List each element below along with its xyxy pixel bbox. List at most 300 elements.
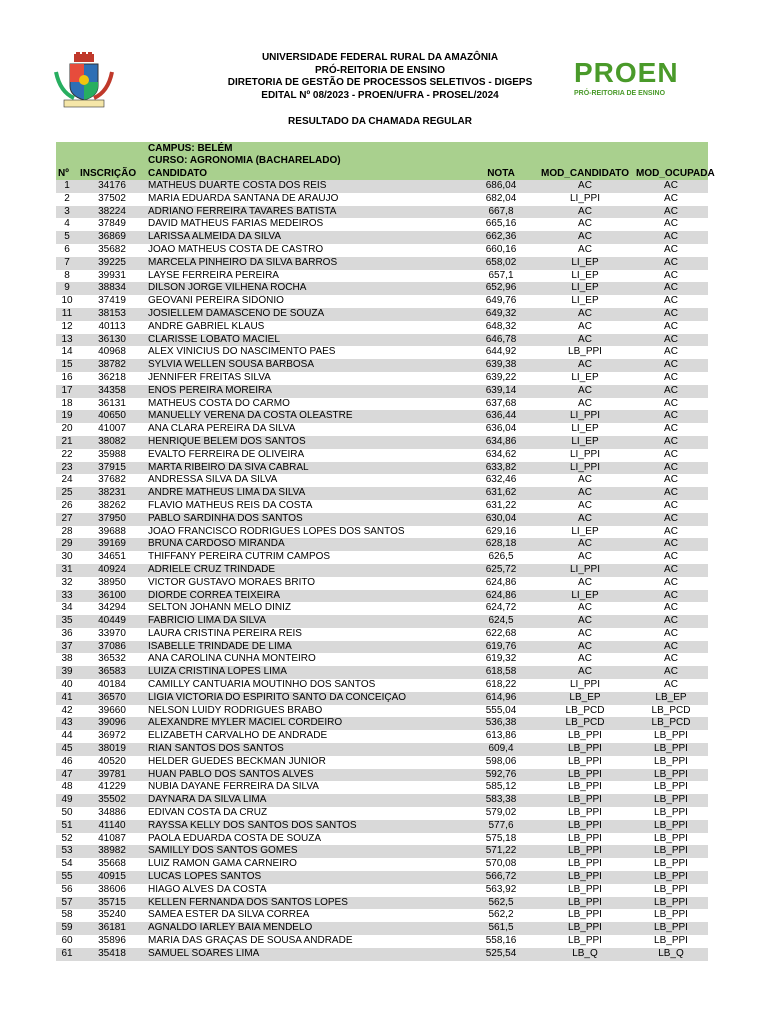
row-number: 34 — [61, 602, 73, 614]
row-mod-ocupada: LB_PCD — [634, 717, 708, 730]
row-mod-candidato: AC — [536, 641, 634, 654]
row-number: 61 — [56, 948, 78, 961]
row-mod-ocupada: AC — [664, 576, 678, 588]
row-candidato: DILSON JORGE VILHENA ROCHA — [146, 282, 466, 295]
row-mod-candidato: LI_EP — [571, 371, 599, 383]
row-mod-candidato: AC — [578, 653, 592, 665]
row-mod-candidato: LB_PPI — [568, 730, 602, 742]
row-mod-candidato: LB_PPI — [568, 832, 602, 844]
row-number: 5 — [56, 231, 78, 244]
row-nota: 571,22 — [466, 845, 536, 858]
row-nota: 634,62 — [485, 448, 517, 460]
table-row — [56, 372, 708, 385]
row-candidato: ENOS PEREIRA MOREIRA — [146, 385, 466, 398]
table-row — [56, 270, 708, 283]
row-mod-ocupada: AC — [634, 334, 708, 347]
row-mod-ocupada: LB_PPI — [634, 897, 708, 910]
row-inscricao: 35502 — [78, 794, 146, 807]
row-mod-candidato: AC — [536, 231, 634, 244]
row-inscricao: 38262 — [98, 499, 126, 511]
row-nota: 633,82 — [466, 462, 536, 475]
row-mod-candidato: LB_PPI — [536, 897, 634, 910]
row-mod-ocupada: AC — [634, 641, 708, 654]
row-mod-ocupada: AC — [634, 359, 708, 372]
row-mod-ocupada: AC — [664, 474, 678, 486]
row-mod-ocupada: LB_PPI — [654, 781, 688, 793]
row-candidato: DAVID MATHEUS FARIAS MEDEIROS — [148, 218, 324, 230]
table-row — [56, 602, 708, 615]
table-row — [56, 666, 708, 679]
row-candidato: ANDRESSA SILVA DA SILVA — [148, 474, 278, 486]
row-number: 13 — [56, 334, 78, 347]
row-nota: 649,76 — [485, 295, 517, 307]
row-mod-ocupada: LB_PPI — [654, 883, 688, 895]
row-mod-ocupada: LB_EP — [634, 692, 708, 705]
row-mod-candidato: AC — [536, 334, 634, 347]
row-candidato: ADRIANO FERREIRA TAVARES BATISTA — [146, 206, 466, 219]
row-number: 4 — [64, 218, 70, 230]
row-nota: 570,08 — [485, 858, 517, 870]
row-nota: 624,86 — [485, 576, 517, 588]
result-title: RESULTADO DA CHAMADA REGULAR — [288, 116, 472, 127]
row-candidato: SAMEA ESTER DA SILVA CORREA — [148, 909, 310, 921]
table-row — [56, 871, 708, 884]
row-candidato: NELSON LUIDY RODRIGUES BRABO — [148, 704, 323, 716]
row-nota: 619,76 — [466, 641, 536, 654]
row-nota: 637,68 — [485, 397, 517, 409]
row-mod-ocupada: AC — [634, 231, 708, 244]
row-nota: 631,22 — [485, 499, 517, 511]
row-inscricao: 39225 — [78, 257, 146, 270]
row-inscricao: 40915 — [78, 871, 146, 884]
row-inscricao: 36532 — [98, 653, 126, 665]
row-mod-ocupada: AC — [664, 346, 678, 358]
row-number: 40 — [61, 679, 73, 691]
row-number: 47 — [56, 769, 78, 782]
table-row — [56, 653, 708, 666]
row-nota: 652,96 — [466, 282, 536, 295]
row-mod-candidato: LI_EP — [536, 590, 634, 603]
table-row — [56, 909, 708, 922]
row-mod-candidato: LI_EP — [571, 423, 599, 435]
row-mod-candidato: AC — [536, 538, 634, 551]
table-row — [56, 449, 708, 462]
row-inscricao: 38606 — [98, 883, 126, 895]
row-mod-ocupada: AC — [664, 679, 678, 691]
table-row — [56, 756, 708, 769]
row-number: 46 — [61, 755, 73, 767]
table-row — [56, 231, 708, 244]
row-mod-candidato: LI_PPI — [569, 192, 601, 204]
table-row — [56, 615, 708, 628]
row-nota: 636,44 — [466, 410, 536, 423]
row-mod-ocupada: AC — [634, 538, 708, 551]
row-nota: 667,8 — [466, 206, 536, 219]
row-number: 57 — [56, 897, 78, 910]
row-number: 29 — [56, 538, 78, 551]
table-row — [56, 564, 708, 577]
row-mod-ocupada: AC — [634, 462, 708, 475]
row-mod-candidato: LI_EP — [571, 295, 599, 307]
table-row — [56, 794, 708, 807]
row-inscricao: 36131 — [98, 397, 126, 409]
table-row — [56, 244, 708, 257]
table-row — [56, 935, 708, 948]
row-inscricao: 39169 — [78, 538, 146, 551]
row-mod-candidato: LI_PPI — [569, 448, 601, 460]
table-row — [56, 743, 708, 756]
row-inscricao: 41140 — [78, 820, 146, 833]
row-mod-candidato: LI_PPI — [536, 564, 634, 577]
row-nota: 657,1 — [488, 269, 514, 281]
table-row — [56, 769, 708, 782]
row-nota: 648,32 — [485, 320, 517, 332]
col-header-nota: NOTA — [466, 142, 536, 180]
row-inscricao: 40449 — [78, 615, 146, 628]
row-inscricao: 39660 — [98, 704, 126, 716]
row-inscricao: 35668 — [98, 858, 126, 870]
row-mod-candidato: LB_PPI — [536, 769, 634, 782]
table-row — [56, 513, 708, 526]
row-number: 49 — [56, 794, 78, 807]
table-row — [56, 193, 708, 206]
row-mod-ocupada: AC — [634, 615, 708, 628]
row-number: 60 — [61, 935, 73, 947]
table-row — [56, 308, 708, 321]
row-inscricao: 38153 — [78, 308, 146, 321]
row-mod-ocupada: AC — [634, 436, 708, 449]
row-mod-ocupada: AC — [664, 448, 678, 460]
row-mod-ocupada: LB_PPI — [654, 832, 688, 844]
row-mod-ocupada: LB_PPI — [634, 922, 708, 935]
row-inscricao: 38982 — [78, 845, 146, 858]
row-number: 56 — [61, 883, 73, 895]
row-number: 33 — [56, 590, 78, 603]
table-row — [56, 500, 708, 513]
row-mod-ocupada: AC — [634, 564, 708, 577]
row-inscricao: 38082 — [78, 436, 146, 449]
row-number: 12 — [61, 320, 73, 332]
row-inscricao: 36583 — [78, 666, 146, 679]
row-mod-candidato: LB_PPI — [568, 346, 602, 358]
row-nota: 561,5 — [466, 922, 536, 935]
row-inscricao: 40520 — [98, 755, 126, 767]
row-nota: 636,04 — [485, 423, 517, 435]
row-nota: 634,86 — [466, 436, 536, 449]
row-mod-ocupada: AC — [664, 525, 678, 537]
row-mod-candidato: LB_PPI — [568, 858, 602, 870]
row-number: 54 — [61, 858, 73, 870]
row-inscricao: 38950 — [98, 576, 126, 588]
table-row — [56, 679, 708, 692]
row-inscricao: 36869 — [78, 231, 146, 244]
col-header-mod-ocupada: MOD_OCUPADA — [634, 142, 708, 180]
row-mod-ocupada: AC — [664, 269, 678, 281]
table-header-row — [56, 142, 708, 180]
row-number: 37 — [56, 641, 78, 654]
header-digeps: DIRETORIA DE GESTÃO DE PROCESSOS SELETIVOS - DIGEPS — [227, 77, 533, 88]
row-mod-candidato: AC — [578, 602, 592, 614]
table-row — [56, 590, 708, 603]
row-mod-ocupada: LB_PPI — [634, 743, 708, 756]
row-mod-candidato: LI_EP — [536, 257, 634, 270]
row-number: 50 — [61, 807, 73, 819]
row-candidato: AGNALDO IARLEY BAIA MENDELO — [146, 922, 466, 935]
row-mod-ocupada: AC — [664, 192, 678, 204]
row-mod-ocupada: LB_PPI — [654, 909, 688, 921]
row-nota: 562,5 — [466, 897, 536, 910]
table-row — [56, 884, 708, 897]
row-inscricao: 39931 — [98, 269, 126, 281]
row-inscricao: 37682 — [98, 474, 126, 486]
row-candidato: SAMILLY DOS SANTOS GOMES — [146, 845, 466, 858]
row-mod-ocupada: AC — [634, 282, 708, 295]
row-nota: 628,18 — [466, 538, 536, 551]
row-number: 51 — [56, 820, 78, 833]
row-number: 52 — [61, 832, 73, 844]
row-number: 28 — [61, 525, 73, 537]
row-inscricao: 36218 — [98, 371, 126, 383]
row-candidato: HIAGO ALVES DA COSTA — [148, 883, 267, 895]
row-number: 17 — [56, 385, 78, 398]
row-nota: 622,68 — [485, 627, 517, 639]
row-nota: 686,04 — [466, 180, 536, 193]
table-row — [56, 334, 708, 347]
row-inscricao: 39096 — [78, 717, 146, 730]
row-nota: 624,72 — [485, 602, 517, 614]
row-mod-candidato: AC — [578, 397, 592, 409]
row-mod-candidato: LB_PPI — [568, 909, 602, 921]
row-nota: 614,96 — [466, 692, 536, 705]
row-candidato: MARIA DAS GRAÇAS DE SOUSA ANDRADE — [148, 935, 353, 947]
row-mod-ocupada: AC — [664, 218, 678, 230]
row-mod-ocupada: AC — [664, 602, 678, 614]
row-nota: 639,38 — [466, 359, 536, 372]
row-candidato: LAURA CRISTINA PEREIRA REIS — [148, 627, 302, 639]
row-mod-ocupada: LB_Q — [634, 948, 708, 961]
row-inscricao: 35240 — [98, 909, 126, 921]
row-mod-ocupada: AC — [664, 397, 678, 409]
row-mod-ocupada: LB_PPI — [634, 820, 708, 833]
coat-of-arms-icon — [52, 52, 116, 110]
row-inscricao: 35682 — [98, 243, 126, 255]
row-mod-ocupada: AC — [664, 499, 678, 511]
row-candidato: MARIA EDUARDA SANTANA DE ARAÚJO — [148, 192, 339, 204]
table-row — [56, 551, 708, 564]
row-mod-candidato: LB_PPI — [568, 807, 602, 819]
table-row — [56, 206, 708, 219]
table-row — [56, 820, 708, 833]
row-inscricao: 38224 — [78, 206, 146, 219]
row-inscricao: 40184 — [98, 679, 126, 691]
row-mod-candidato: LB_PPI — [568, 781, 602, 793]
row-number: 25 — [56, 487, 78, 500]
row-nota: 613,86 — [485, 730, 517, 742]
row-number: 10 — [61, 295, 73, 307]
row-nota: 558,16 — [485, 935, 517, 947]
table-row — [56, 282, 708, 295]
proen-logo — [574, 58, 694, 106]
course-label: CURSO: AGRONOMIA (BACHARELADO) — [148, 155, 341, 166]
row-mod-ocupada: AC — [664, 551, 678, 563]
table-row — [56, 218, 708, 231]
row-candidato: FLAVIO MATHEUS REIS DA COSTA — [148, 499, 313, 511]
row-inscricao: 37950 — [78, 513, 146, 526]
row-candidato: KELLEN FERNANDA DOS SANTOS LOPES — [146, 897, 466, 910]
campus-label: CAMPUS: BELÉM — [148, 142, 233, 154]
table-row — [56, 922, 708, 935]
row-nota: 646,78 — [466, 334, 536, 347]
table-row — [56, 577, 708, 590]
row-mod-candidato: AC — [578, 474, 592, 486]
row-mod-ocupada: LB_PPI — [654, 807, 688, 819]
row-nota: 662,36 — [466, 231, 536, 244]
row-number: 38 — [61, 653, 73, 665]
row-candidato: ANA CAROLINA CUNHA MONTEIRO — [148, 653, 316, 665]
row-nota: 579,02 — [485, 807, 517, 819]
row-inscricao: 34651 — [98, 551, 126, 563]
row-nota: 629,16 — [485, 525, 517, 537]
row-number: 41 — [56, 692, 78, 705]
table-row — [56, 730, 708, 743]
row-nota: 562,2 — [488, 909, 514, 921]
row-nota: 639,22 — [485, 371, 517, 383]
row-mod-ocupada: LB_PPI — [654, 755, 688, 767]
row-mod-ocupada: AC — [634, 180, 708, 193]
row-mod-ocupada: AC — [634, 206, 708, 219]
row-inscricao: 41229 — [98, 781, 126, 793]
row-nota: 630,04 — [466, 513, 536, 526]
row-candidato: SAMUEL SOARES LIMA — [146, 948, 466, 961]
row-inscricao: 39781 — [78, 769, 146, 782]
row-inscricao: 36130 — [78, 334, 146, 347]
row-inscricao: 33970 — [98, 627, 126, 639]
row-number: 11 — [56, 308, 78, 321]
row-mod-candidato: LB_PPI — [568, 755, 602, 767]
row-number: 3 — [56, 206, 78, 219]
row-candidato: LAYSE FERREIRA PEREIRA — [148, 269, 279, 281]
row-mod-ocupada: AC — [634, 666, 708, 679]
row-nota: 618,22 — [485, 679, 517, 691]
row-mod-candidato: LB_PCD — [536, 717, 634, 730]
row-mod-ocupada: LB_PPI — [654, 858, 688, 870]
row-nota: 631,62 — [466, 487, 536, 500]
row-number: 26 — [61, 499, 73, 511]
row-inscricao: 41007 — [98, 423, 126, 435]
table-row — [56, 180, 708, 193]
row-mod-candidato: AC — [536, 487, 634, 500]
row-inscricao: 34886 — [98, 807, 126, 819]
row-candidato: NÚBIA DAYANE FERREIRA DA SILVA — [148, 781, 319, 793]
row-candidato: SYLVIA WELLEN SOUSA BARBOSA — [146, 359, 466, 372]
table-body — [56, 180, 708, 961]
row-nota: 658,02 — [466, 257, 536, 270]
row-number: 9 — [56, 282, 78, 295]
row-candidato: MARCELA PINHEIRO DA SILVA BARROS — [146, 257, 466, 270]
table-row — [56, 833, 708, 846]
table-row — [56, 321, 708, 334]
row-number: 32 — [61, 576, 73, 588]
header-university: UNIVERSIDADE FEDERAL RURAL DA AMAZÔNIA — [261, 52, 499, 63]
row-nota: 639,14 — [466, 385, 536, 398]
row-candidato: JOSIELLEM DAMASCENO DE SOUZA — [146, 308, 466, 321]
row-number: 15 — [56, 359, 78, 372]
row-mod-candidato: AC — [578, 551, 592, 563]
row-mod-ocupada: AC — [634, 410, 708, 423]
table-row — [56, 487, 708, 500]
row-mod-ocupada: LB_PCD — [651, 704, 691, 716]
row-candidato: JOAO MATHEUS COSTA DE CASTRO — [148, 243, 324, 255]
row-mod-ocupada: AC — [664, 627, 678, 639]
table-row — [56, 538, 708, 551]
row-nota: 555,04 — [485, 704, 517, 716]
table-row — [56, 807, 708, 820]
row-number: 23 — [56, 462, 78, 475]
row-number: 19 — [56, 410, 78, 423]
coat-of-arms-logo — [52, 52, 116, 110]
row-candidato: EDIVAN COSTA DA CRUZ — [148, 807, 268, 819]
row-inscricao: 37419 — [98, 295, 126, 307]
row-candidato: RIAN SANTOS DOS SANTOS — [146, 743, 466, 756]
table-row — [56, 526, 708, 539]
row-nota: 618,58 — [466, 666, 536, 679]
row-nota: 525,54 — [466, 948, 536, 961]
row-mod-candidato: AC — [578, 243, 592, 255]
table-row — [56, 398, 708, 411]
row-mod-candidato: LI_EP — [571, 525, 599, 537]
candidato-label: CANDIDATO — [148, 167, 208, 179]
row-candidato: ANDRÉ GABRIEL KLAUS — [148, 320, 265, 332]
table-row — [56, 462, 708, 475]
row-mod-ocupada: AC — [634, 513, 708, 526]
row-nota: 575,18 — [485, 832, 517, 844]
row-candidato: DIORDE CORREA TEIXEIRA — [146, 590, 466, 603]
row-mod-ocupada: AC — [634, 257, 708, 270]
row-candidato: JENNIFER FREITAS SILVA — [148, 371, 271, 383]
col-header-candidato — [146, 142, 466, 180]
row-candidato: FABRÍCIO LIMA DA SILVA — [146, 615, 466, 628]
row-nota: 624,86 — [466, 590, 536, 603]
row-inscricao: 36100 — [78, 590, 146, 603]
row-candidato: SELTON JOHANN MELO DINIZ — [148, 602, 291, 614]
row-inscricao: 41087 — [98, 832, 126, 844]
row-mod-ocupada: AC — [634, 385, 708, 398]
row-inscricao: 37849 — [98, 218, 126, 230]
row-mod-ocupada: LB_PPI — [654, 935, 688, 947]
row-mod-candidato: AC — [536, 385, 634, 398]
row-mod-candidato: LI_EP — [536, 436, 634, 449]
row-mod-candidato: LB_PPI — [536, 871, 634, 884]
row-candidato: THIFFANY PEREIRA CUTRIM CAMPOS — [148, 551, 331, 563]
row-mod-candidato: LB_EP — [536, 692, 634, 705]
table-row — [56, 717, 708, 730]
row-mod-candidato: AC — [536, 180, 634, 193]
row-mod-candidato: LI_PPI — [536, 410, 634, 423]
row-candidato: LUIZ RAMON GAMA CARNEIRO — [148, 858, 297, 870]
row-number: 16 — [61, 371, 73, 383]
row-mod-ocupada: LB_PPI — [634, 769, 708, 782]
col-header-mod-candidato: MOD_CANDIDATO — [536, 142, 634, 180]
row-mod-candidato: AC — [536, 308, 634, 321]
row-inscricao: 36181 — [78, 922, 146, 935]
row-number: 48 — [61, 781, 73, 793]
table-row — [56, 781, 708, 794]
row-candidato: CLARISSE LOBATO MACIEL — [146, 334, 466, 347]
row-mod-candidato: LB_PPI — [536, 794, 634, 807]
table-row — [56, 948, 708, 961]
row-mod-ocupada: AC — [634, 590, 708, 603]
row-candidato: VICTOR GUSTAVO MORAES BRITO — [148, 576, 316, 588]
